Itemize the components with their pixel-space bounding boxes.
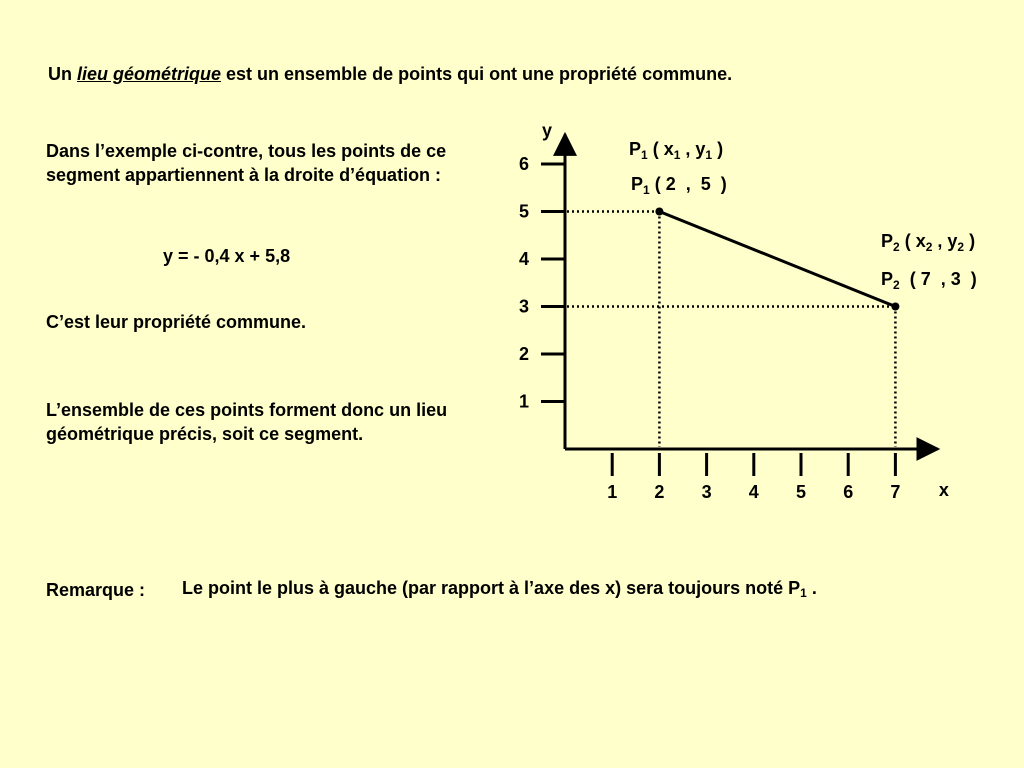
y-tick-label: 1 — [518, 391, 530, 412]
x-tick-label: 5 — [795, 482, 807, 502]
remark-text-main: Le point le plus à gauche (par rapport à l’axe des x) sera toujours noté P — [182, 578, 801, 598]
y-axis-label: y — [542, 120, 553, 141]
x-tick-label: 7 — [890, 482, 901, 502]
x-tick-label: 4 — [748, 482, 759, 502]
intro-term: lieu géométrique — [77, 64, 222, 84]
paragraph-example: Dans l’exemple ci-contre, tous les points de ce segment appartiennent à la droite d’équation : — [46, 141, 447, 185]
intro-prefix: Un — [48, 64, 77, 84]
remark-text-end: . — [806, 578, 817, 598]
intro-suffix: est un ensemble de points qui ont une propriété commune. — [221, 64, 733, 84]
p1-generic-label: $P_1$ ( $x_1$ , $y_1$ ) — [629, 139, 724, 162]
paragraph-common-property: C’est leur propriété commune. — [46, 312, 307, 332]
y-tick-label: 4 — [518, 249, 530, 269]
p2-values-label: $P_2$ ( 7 , 3 ) — [881, 269, 977, 292]
y-tick-label: 3 — [518, 296, 530, 317]
x-tick-label: 1 — [607, 482, 618, 502]
p1-values-label: $P_1$ ( 2 , 5 ) — [631, 174, 727, 197]
x-tick-label: 3 — [701, 482, 712, 502]
remark-subscript: 1 — [800, 586, 807, 600]
y-tick-label: 6 — [518, 154, 530, 174]
p2-generic-label: $P_2$ ( $x_2$ , $y_2$ ) — [881, 231, 976, 254]
remark-label: Remarque : — [46, 580, 146, 600]
x-axis-label: x — [938, 480, 949, 500]
segment-line — [659, 212, 895, 307]
data-point — [655, 208, 663, 216]
x-tick-label: 2 — [654, 482, 665, 502]
y-tick-label: 5 — [518, 201, 530, 222]
y-tick-label: 2 — [518, 344, 530, 364]
paragraph-conclusion: L’ensemble de ces points forment donc un lieu géométrique précis, soit ce segment. — [46, 400, 448, 444]
x-tick-label: 6 — [843, 482, 854, 502]
equation: y = - 0,4 x + 5,8 — [163, 246, 291, 266]
data-point — [891, 303, 899, 311]
